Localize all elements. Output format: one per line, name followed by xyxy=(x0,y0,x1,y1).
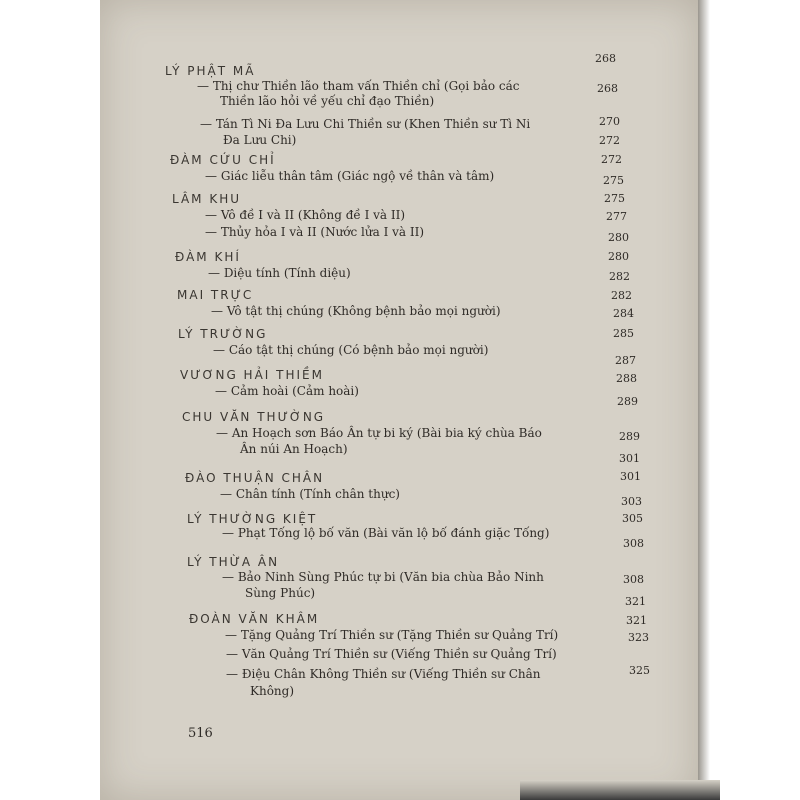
toc-author: ĐÀO THUẬN CHÂN xyxy=(185,471,325,485)
toc-author: LÝ THỪA ÂN xyxy=(187,555,280,569)
toc-work: — Thủy hỏa I và II (Nước lửa I và II) xyxy=(205,225,425,239)
toc-page-number: 321 xyxy=(626,614,647,627)
toc-author: LÝ PHẬT MÃ xyxy=(165,64,256,78)
toc-work: — Diệu tính (Tính diệu) xyxy=(208,266,351,280)
toc-page-number: 305 xyxy=(622,512,643,525)
toc-author: CHU VĂN THƯỜNG xyxy=(182,410,326,424)
page-bottom-edge xyxy=(520,780,720,800)
toc-work: Sùng Phúc) xyxy=(245,586,316,600)
toc-page-number: 303 xyxy=(621,495,642,508)
toc-work: — Giác liễu thân tâm (Giác ngộ về thân và tâm) xyxy=(205,169,495,183)
page-folio-number: 516 xyxy=(188,726,213,741)
toc-page-number: 287 xyxy=(615,354,636,367)
toc-page-number: 280 xyxy=(608,231,629,244)
toc-page-number: 301 xyxy=(619,452,640,465)
toc-page-number: 288 xyxy=(616,372,637,385)
toc-work: — Cáo tật thị chúng (Có bệnh bảo mọi người) xyxy=(213,343,489,357)
toc-author: LÝ TRƯỜNG xyxy=(178,327,268,341)
toc-page-number: 289 xyxy=(617,395,638,408)
toc-page-number: 272 xyxy=(601,153,622,166)
toc-page-number: 301 xyxy=(620,470,641,483)
toc-page-number: 275 xyxy=(604,192,625,205)
toc-page-number: 268 xyxy=(595,52,616,65)
page-edge-shadow xyxy=(698,0,710,800)
toc-page-number: 270 xyxy=(599,115,620,128)
toc-page-number: 280 xyxy=(608,250,629,263)
toc-work: Ân núi An Hoạch) xyxy=(240,442,348,456)
toc-work: — Vô tật thị chúng (Không bệnh bảo mọi người) xyxy=(211,304,501,318)
toc-page-number: 289 xyxy=(619,430,640,443)
toc-author: LÂM KHU xyxy=(172,192,242,206)
toc-work: — Cảm hoài (Cảm hoài) xyxy=(215,384,359,398)
toc-work: — Chân tính (Tính chân thực) xyxy=(220,487,400,501)
toc-page-number: 285 xyxy=(613,327,634,340)
toc-work: — Thị chư Thiền lão tham vấn Thiền chỉ (Gọi bảo các xyxy=(197,79,520,93)
toc-work: Đa Lưu Chi) xyxy=(223,133,297,147)
toc-author: MAI TRỰC xyxy=(177,288,254,302)
toc-work: — Tán Tì Ni Đa Lưu Chi Thiền sư (Khen Thiền sư Tì Ni xyxy=(200,117,531,131)
toc-page-number: 325 xyxy=(629,664,650,677)
toc-page-number: 282 xyxy=(611,289,632,302)
toc-work: — An Hoạch sơn Báo Ân tự bi ký (Bài bia ký chùa Báo xyxy=(216,426,542,440)
toc-work: Thiền lão hỏi về yếu chỉ đạo Thiền) xyxy=(220,94,435,108)
toc-author: VƯƠNG HẢI THIỀM xyxy=(180,368,324,382)
toc-work: — Vô đề I và II (Không đề I và II) xyxy=(205,208,406,222)
toc-page-number: 308 xyxy=(623,573,644,586)
toc-work: — Bảo Ninh Sùng Phúc tự bi (Văn bia chùa Bảo Ninh xyxy=(222,570,544,584)
toc-page-number: 268 xyxy=(597,82,618,95)
toc-page-number: 272 xyxy=(599,134,620,147)
toc-author: ĐÀM KHÍ xyxy=(175,250,241,264)
toc-page-number: 275 xyxy=(603,174,624,187)
toc-page-number: 284 xyxy=(613,307,634,320)
toc-page-number: 308 xyxy=(623,537,644,550)
toc-page-number: 282 xyxy=(609,270,630,283)
toc-author: ĐÀM CỨU CHỈ xyxy=(170,153,276,167)
toc-page-number: 323 xyxy=(628,631,649,644)
toc-work: Không) xyxy=(250,684,295,698)
toc-work: — Phạt Tống lộ bố văn (Bài văn lộ bố đánh giặc Tống) xyxy=(222,526,550,540)
toc-author: LÝ THƯỜNG KIỆT xyxy=(187,512,318,526)
toc-page-number: 321 xyxy=(625,595,646,608)
toc-work: — Tặng Quảng Trí Thiền sư (Tặng Thiền sư Quảng Trí) xyxy=(225,628,559,642)
toc-author: ĐOÀN VĂN KHÂM xyxy=(189,612,320,626)
toc-page-number: 277 xyxy=(606,210,627,223)
toc-work: — Văn Quảng Trí Thiền sư (Viếng Thiền sư Quảng Trí) xyxy=(226,647,557,661)
toc-work: — Điệu Chân Không Thiền sư (Viếng Thiền sư Chân xyxy=(226,667,541,681)
